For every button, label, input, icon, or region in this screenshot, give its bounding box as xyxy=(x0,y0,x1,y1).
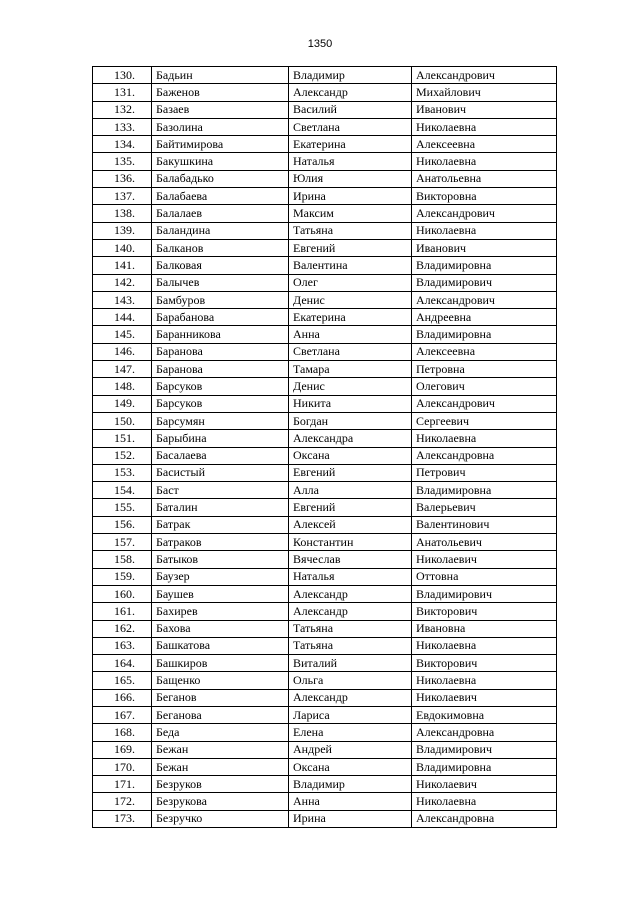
row-number-cell: 141. xyxy=(93,257,152,274)
table-row xyxy=(93,724,557,741)
first-name-cell: Ирина xyxy=(289,810,412,827)
table-row xyxy=(93,464,557,481)
first-name-cell: Юлия xyxy=(289,170,412,187)
row-number-cell: 148. xyxy=(93,378,152,395)
first-name-cell: Максим xyxy=(289,205,412,222)
table-row xyxy=(93,430,557,447)
patronymic-cell: Сергеевич xyxy=(412,412,557,429)
last-name-cell: Барсумян xyxy=(152,412,289,429)
last-name-cell: Бежан xyxy=(152,741,289,758)
row-number-cell: 144. xyxy=(93,309,152,326)
patronymic-cell: Анатольевна xyxy=(412,170,557,187)
last-name-cell: Бакушкина xyxy=(152,153,289,170)
row-number-cell: 172. xyxy=(93,793,152,810)
table-row xyxy=(93,101,557,118)
row-number-cell: 134. xyxy=(93,136,152,153)
first-name-cell: Лариса xyxy=(289,706,412,723)
table-row xyxy=(93,810,557,827)
patronymic-cell: Петровна xyxy=(412,361,557,378)
last-name-cell: Башкиров xyxy=(152,655,289,672)
table-row xyxy=(93,222,557,239)
first-name-cell: Светлана xyxy=(289,343,412,360)
first-name-cell: Вячеслав xyxy=(289,551,412,568)
last-name-cell: Баст xyxy=(152,482,289,499)
patronymic-cell: Викторович xyxy=(412,603,557,620)
first-name-cell: Никита xyxy=(289,395,412,412)
first-name-cell: Андрей xyxy=(289,741,412,758)
patronymic-cell: Владимировна xyxy=(412,482,557,499)
last-name-cell: Батрак xyxy=(152,516,289,533)
row-number-cell: 142. xyxy=(93,274,152,291)
patronymic-cell: Александрович xyxy=(412,67,557,84)
last-name-cell: Бащенко xyxy=(152,672,289,689)
first-name-cell: Александр xyxy=(289,603,412,620)
table-row xyxy=(93,655,557,672)
last-name-cell: Балковая xyxy=(152,257,289,274)
last-name-cell: Баландина xyxy=(152,222,289,239)
first-name-cell: Татьяна xyxy=(289,637,412,654)
table-row xyxy=(93,637,557,654)
patronymic-cell: Алексеевна xyxy=(412,136,557,153)
last-name-cell: Бахирев xyxy=(152,603,289,620)
first-name-cell: Александр xyxy=(289,689,412,706)
last-name-cell: Баталин xyxy=(152,499,289,516)
row-number-cell: 165. xyxy=(93,672,152,689)
first-name-cell: Александра xyxy=(289,430,412,447)
last-name-cell: Барсуков xyxy=(152,378,289,395)
row-number-cell: 132. xyxy=(93,101,152,118)
table-row xyxy=(93,67,557,84)
patronymic-cell: Иванович xyxy=(412,101,557,118)
row-number-cell: 136. xyxy=(93,170,152,187)
row-number-cell: 173. xyxy=(93,810,152,827)
table-row xyxy=(93,758,557,775)
first-name-cell: Тамара xyxy=(289,361,412,378)
row-number-cell: 147. xyxy=(93,361,152,378)
first-name-cell: Александр xyxy=(289,84,412,101)
first-name-cell: Богдан xyxy=(289,412,412,429)
patronymic-cell: Иванович xyxy=(412,239,557,256)
last-name-cell: Байтимирова xyxy=(152,136,289,153)
table-row xyxy=(93,793,557,810)
row-number-cell: 135. xyxy=(93,153,152,170)
patronymic-cell: Владимирович xyxy=(412,274,557,291)
table-row xyxy=(93,291,557,308)
last-name-cell: Балабаева xyxy=(152,188,289,205)
table-row xyxy=(93,447,557,464)
patronymic-cell: Николаевна xyxy=(412,672,557,689)
row-number-cell: 163. xyxy=(93,637,152,654)
last-name-cell: Баранова xyxy=(152,343,289,360)
last-name-cell: Барабанова xyxy=(152,309,289,326)
row-number-cell: 153. xyxy=(93,464,152,481)
first-name-cell: Алла xyxy=(289,482,412,499)
table-row xyxy=(93,499,557,516)
row-number-cell: 143. xyxy=(93,291,152,308)
patronymic-cell: Владимировна xyxy=(412,257,557,274)
last-name-cell: Барсуков xyxy=(152,395,289,412)
first-name-cell: Татьяна xyxy=(289,222,412,239)
last-name-cell: Базаев xyxy=(152,101,289,118)
patronymic-cell: Николаевич xyxy=(412,551,557,568)
row-number-cell: 164. xyxy=(93,655,152,672)
last-name-cell: Бахова xyxy=(152,620,289,637)
patronymic-cell: Викторович xyxy=(412,655,557,672)
table-row xyxy=(93,603,557,620)
patronymic-cell: Алексеевна xyxy=(412,343,557,360)
patronymic-cell: Александровна xyxy=(412,447,557,464)
last-name-cell: Балканов xyxy=(152,239,289,256)
last-name-cell: Баушев xyxy=(152,585,289,602)
first-name-cell: Александр xyxy=(289,585,412,602)
table-row xyxy=(93,136,557,153)
first-name-cell: Ирина xyxy=(289,188,412,205)
patronymic-cell: Николаевна xyxy=(412,793,557,810)
row-number-cell: 158. xyxy=(93,551,152,568)
row-number-cell: 137. xyxy=(93,188,152,205)
first-name-cell: Евгений xyxy=(289,239,412,256)
first-name-cell: Денис xyxy=(289,291,412,308)
names-table xyxy=(92,66,557,828)
patronymic-cell: Евдокимовна xyxy=(412,706,557,723)
table-row xyxy=(93,118,557,135)
last-name-cell: Баранникова xyxy=(152,326,289,343)
row-number-cell: 166. xyxy=(93,689,152,706)
last-name-cell: Балалаев xyxy=(152,205,289,222)
patronymic-cell: Николаевна xyxy=(412,118,557,135)
page-number: 1350 xyxy=(307,38,333,50)
last-name-cell: Бежан xyxy=(152,758,289,775)
last-name-cell: Бадьин xyxy=(152,67,289,84)
last-name-cell: Беда xyxy=(152,724,289,741)
first-name-cell: Евгений xyxy=(289,499,412,516)
table-row xyxy=(93,361,557,378)
table-row xyxy=(93,205,557,222)
table-row xyxy=(93,188,557,205)
patronymic-cell: Николаевна xyxy=(412,637,557,654)
table-row xyxy=(93,620,557,637)
last-name-cell: Басистый xyxy=(152,464,289,481)
last-name-cell: Бамбуров xyxy=(152,291,289,308)
first-name-cell: Константин xyxy=(289,534,412,551)
last-name-cell: Басалаева xyxy=(152,447,289,464)
first-name-cell: Ольга xyxy=(289,672,412,689)
row-number-cell: 170. xyxy=(93,758,152,775)
table-row xyxy=(93,551,557,568)
patronymic-cell: Валентинович xyxy=(412,516,557,533)
patronymic-cell: Оттовна xyxy=(412,568,557,585)
row-number-cell: 130. xyxy=(93,67,152,84)
last-name-cell: Баженов xyxy=(152,84,289,101)
row-number-cell: 150. xyxy=(93,412,152,429)
table-row xyxy=(93,84,557,101)
first-name-cell: Оксана xyxy=(289,447,412,464)
first-name-cell: Наталья xyxy=(289,153,412,170)
row-number-cell: 159. xyxy=(93,568,152,585)
table-row xyxy=(93,343,557,360)
patronymic-cell: Александровна xyxy=(412,724,557,741)
first-name-cell: Олег xyxy=(289,274,412,291)
row-number-cell: 162. xyxy=(93,620,152,637)
patronymic-cell: Олегович xyxy=(412,378,557,395)
row-number-cell: 154. xyxy=(93,482,152,499)
patronymic-cell: Анатольевич xyxy=(412,534,557,551)
table-row xyxy=(93,672,557,689)
patronymic-cell: Николаевич xyxy=(412,689,557,706)
table-row xyxy=(93,776,557,793)
patronymic-cell: Владимировна xyxy=(412,758,557,775)
row-number-cell: 151. xyxy=(93,430,152,447)
first-name-cell: Анна xyxy=(289,326,412,343)
first-name-cell: Наталья xyxy=(289,568,412,585)
table-row xyxy=(93,395,557,412)
last-name-cell: Беганов xyxy=(152,689,289,706)
patronymic-cell: Викторовна xyxy=(412,188,557,205)
first-name-cell: Владимир xyxy=(289,67,412,84)
table-row xyxy=(93,482,557,499)
patronymic-cell: Александрович xyxy=(412,291,557,308)
names-table-body xyxy=(93,67,557,828)
table-row xyxy=(93,153,557,170)
last-name-cell: Башкатова xyxy=(152,637,289,654)
first-name-cell: Екатерина xyxy=(289,309,412,326)
row-number-cell: 160. xyxy=(93,585,152,602)
row-number-cell: 169. xyxy=(93,741,152,758)
row-number-cell: 157. xyxy=(93,534,152,551)
row-number-cell: 140. xyxy=(93,239,152,256)
first-name-cell: Виталий xyxy=(289,655,412,672)
patronymic-cell: Николаевна xyxy=(412,153,557,170)
last-name-cell: Баранова xyxy=(152,361,289,378)
row-number-cell: 168. xyxy=(93,724,152,741)
last-name-cell: Батыков xyxy=(152,551,289,568)
first-name-cell: Василий xyxy=(289,101,412,118)
table-row xyxy=(93,689,557,706)
row-number-cell: 161. xyxy=(93,603,152,620)
last-name-cell: Беганова xyxy=(152,706,289,723)
patronymic-cell: Михайлович xyxy=(412,84,557,101)
table-row xyxy=(93,706,557,723)
last-name-cell: Батраков xyxy=(152,534,289,551)
last-name-cell: Баузер xyxy=(152,568,289,585)
first-name-cell: Татьяна xyxy=(289,620,412,637)
table-row xyxy=(93,585,557,602)
first-name-cell: Денис xyxy=(289,378,412,395)
table-row xyxy=(93,568,557,585)
table-row xyxy=(93,257,557,274)
patronymic-cell: Николаевич xyxy=(412,776,557,793)
patronymic-cell: Александрович xyxy=(412,205,557,222)
first-name-cell: Елена xyxy=(289,724,412,741)
row-number-cell: 131. xyxy=(93,84,152,101)
table-row xyxy=(93,274,557,291)
patronymic-cell: Николаевна xyxy=(412,430,557,447)
patronymic-cell: Андреевна xyxy=(412,309,557,326)
patronymic-cell: Валерьевич xyxy=(412,499,557,516)
table-row xyxy=(93,741,557,758)
row-number-cell: 145. xyxy=(93,326,152,343)
row-number-cell: 152. xyxy=(93,447,152,464)
first-name-cell: Светлана xyxy=(289,118,412,135)
patronymic-cell: Владимирович xyxy=(412,585,557,602)
row-number-cell: 138. xyxy=(93,205,152,222)
first-name-cell: Анна xyxy=(289,793,412,810)
table-row xyxy=(93,326,557,343)
last-name-cell: Балабадько xyxy=(152,170,289,187)
patronymic-cell: Петрович xyxy=(412,464,557,481)
last-name-cell: Базолина xyxy=(152,118,289,135)
table-row xyxy=(93,412,557,429)
table-row xyxy=(93,378,557,395)
patronymic-cell: Ивановна xyxy=(412,620,557,637)
table-row xyxy=(93,239,557,256)
patronymic-cell: Александрович xyxy=(412,395,557,412)
first-name-cell: Валентина xyxy=(289,257,412,274)
patronymic-cell: Александровна xyxy=(412,810,557,827)
row-number-cell: 156. xyxy=(93,516,152,533)
row-number-cell: 167. xyxy=(93,706,152,723)
table-row xyxy=(93,309,557,326)
last-name-cell: Барыбина xyxy=(152,430,289,447)
first-name-cell: Владимир xyxy=(289,776,412,793)
table-row xyxy=(93,516,557,533)
row-number-cell: 171. xyxy=(93,776,152,793)
last-name-cell: Безручко xyxy=(152,810,289,827)
row-number-cell: 146. xyxy=(93,343,152,360)
last-name-cell: Балычев xyxy=(152,274,289,291)
row-number-cell: 155. xyxy=(93,499,152,516)
patronymic-cell: Владимировна xyxy=(412,326,557,343)
table-row xyxy=(93,170,557,187)
row-number-cell: 139. xyxy=(93,222,152,239)
first-name-cell: Екатерина xyxy=(289,136,412,153)
patronymic-cell: Владимирович xyxy=(412,741,557,758)
first-name-cell: Евгений xyxy=(289,464,412,481)
last-name-cell: Безруков xyxy=(152,776,289,793)
row-number-cell: 149. xyxy=(93,395,152,412)
table-row xyxy=(93,534,557,551)
first-name-cell: Оксана xyxy=(289,758,412,775)
first-name-cell: Алексей xyxy=(289,516,412,533)
row-number-cell: 133. xyxy=(93,118,152,135)
patronymic-cell: Николаевна xyxy=(412,222,557,239)
last-name-cell: Безрукова xyxy=(152,793,289,810)
